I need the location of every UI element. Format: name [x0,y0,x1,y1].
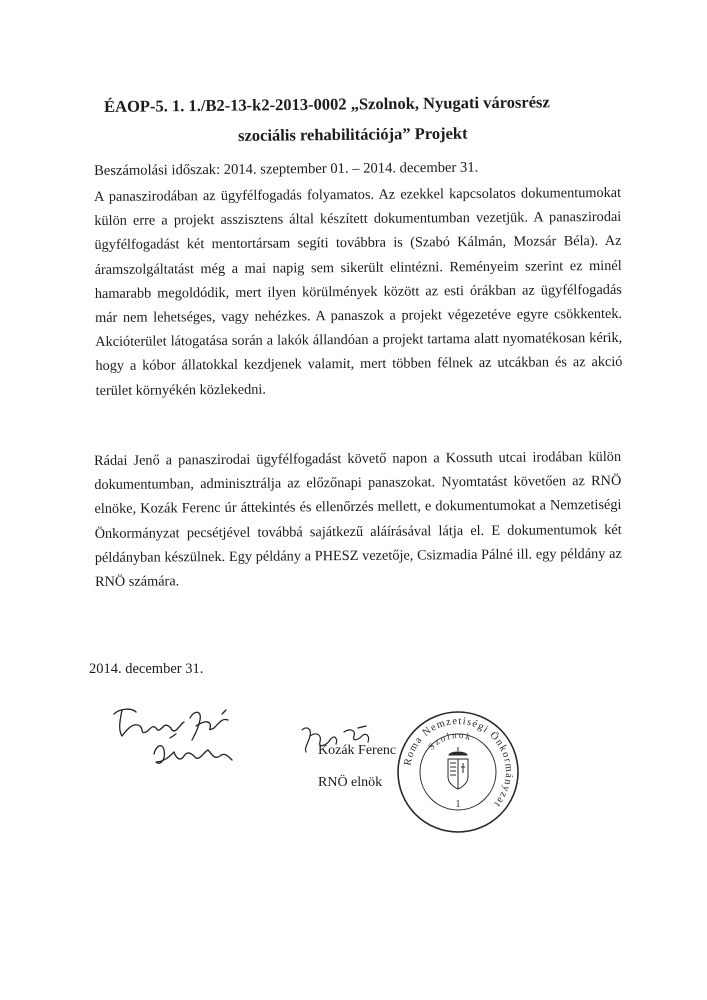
official-stamp [393,707,523,837]
coat-of-arms-icon [448,747,468,789]
title-line-1: ÉAOP-5. 1. 1./B2-13-k2-2013-0002 „Szolnok, Nyugati városrész [104,92,550,116]
stamp-inner-text: Szolnok [426,729,474,752]
handwritten-signature-left [110,700,270,790]
stamp-ring-text: Roma Nemzetiségi Önkormányzat [402,715,515,810]
signer-role: RNÖ elnök [318,775,383,790]
title-line-2: szociális rehabilitációja” Projekt [238,123,468,145]
stamp-number: 1 [455,799,461,810]
signer-name: Kozák Ferenc [318,743,397,758]
document-date: 2014. december 31. [89,661,204,677]
paragraph-2: Rádai Jenő a panaszirodai ügyfélfogadást követő napon a Kossuth utcai irodában külön dokumentumban, adminisztrálja az előzőnapi panaszokat. Nyomtatást követően az RNÖ elnöke, Kozák Ferenc úr áttekintés és ellenőrzés mellett, e dokumentumokat a Nemzetiségi Önkormányzat pecsétjével továbbá sajátkezű aláírásával látja el. E dokumentumok két példányban készülnek. Egy példány a PHESZ vezetője, Csizmadia Pálné ill. egy példány az RNÖ számára. [94,448,622,591]
paragraph-1: A panaszirodában az ügyfélfogadás folyamatos. Az ezekkel kapcsolatos dokumentumokat külön erre a projekt asszisztens által készített dokumentumban vezetjük. A panaszirodai ügyfélfogadást két mentortársam segíti továbbra is (Szabó Kálmán, Mozsár Béla). Az áramszolgáltatást még a mai napig sem sikerült elintézni. Reményeim szerint ez minél hamarabb megoldódik, mert ilyen körülmények között az esti órákban az ügyfélfogadás már nem lehetséges, vagy nehézkes. A panaszok a projekt végezetéve egyre csökkentek. Akcióterület látogatása során a lakók állandóan a projekt tartama alatt nyomatékosan kérik, hogy a kóbor állatokkal kezdjenek valamit, mert többen félnek az utcákban és az akció terület környékén közlekedni. [94,184,623,399]
reporting-period: Beszámolási időszak: 2014. szeptember 01. – 2014. december 31. [94,159,479,179]
